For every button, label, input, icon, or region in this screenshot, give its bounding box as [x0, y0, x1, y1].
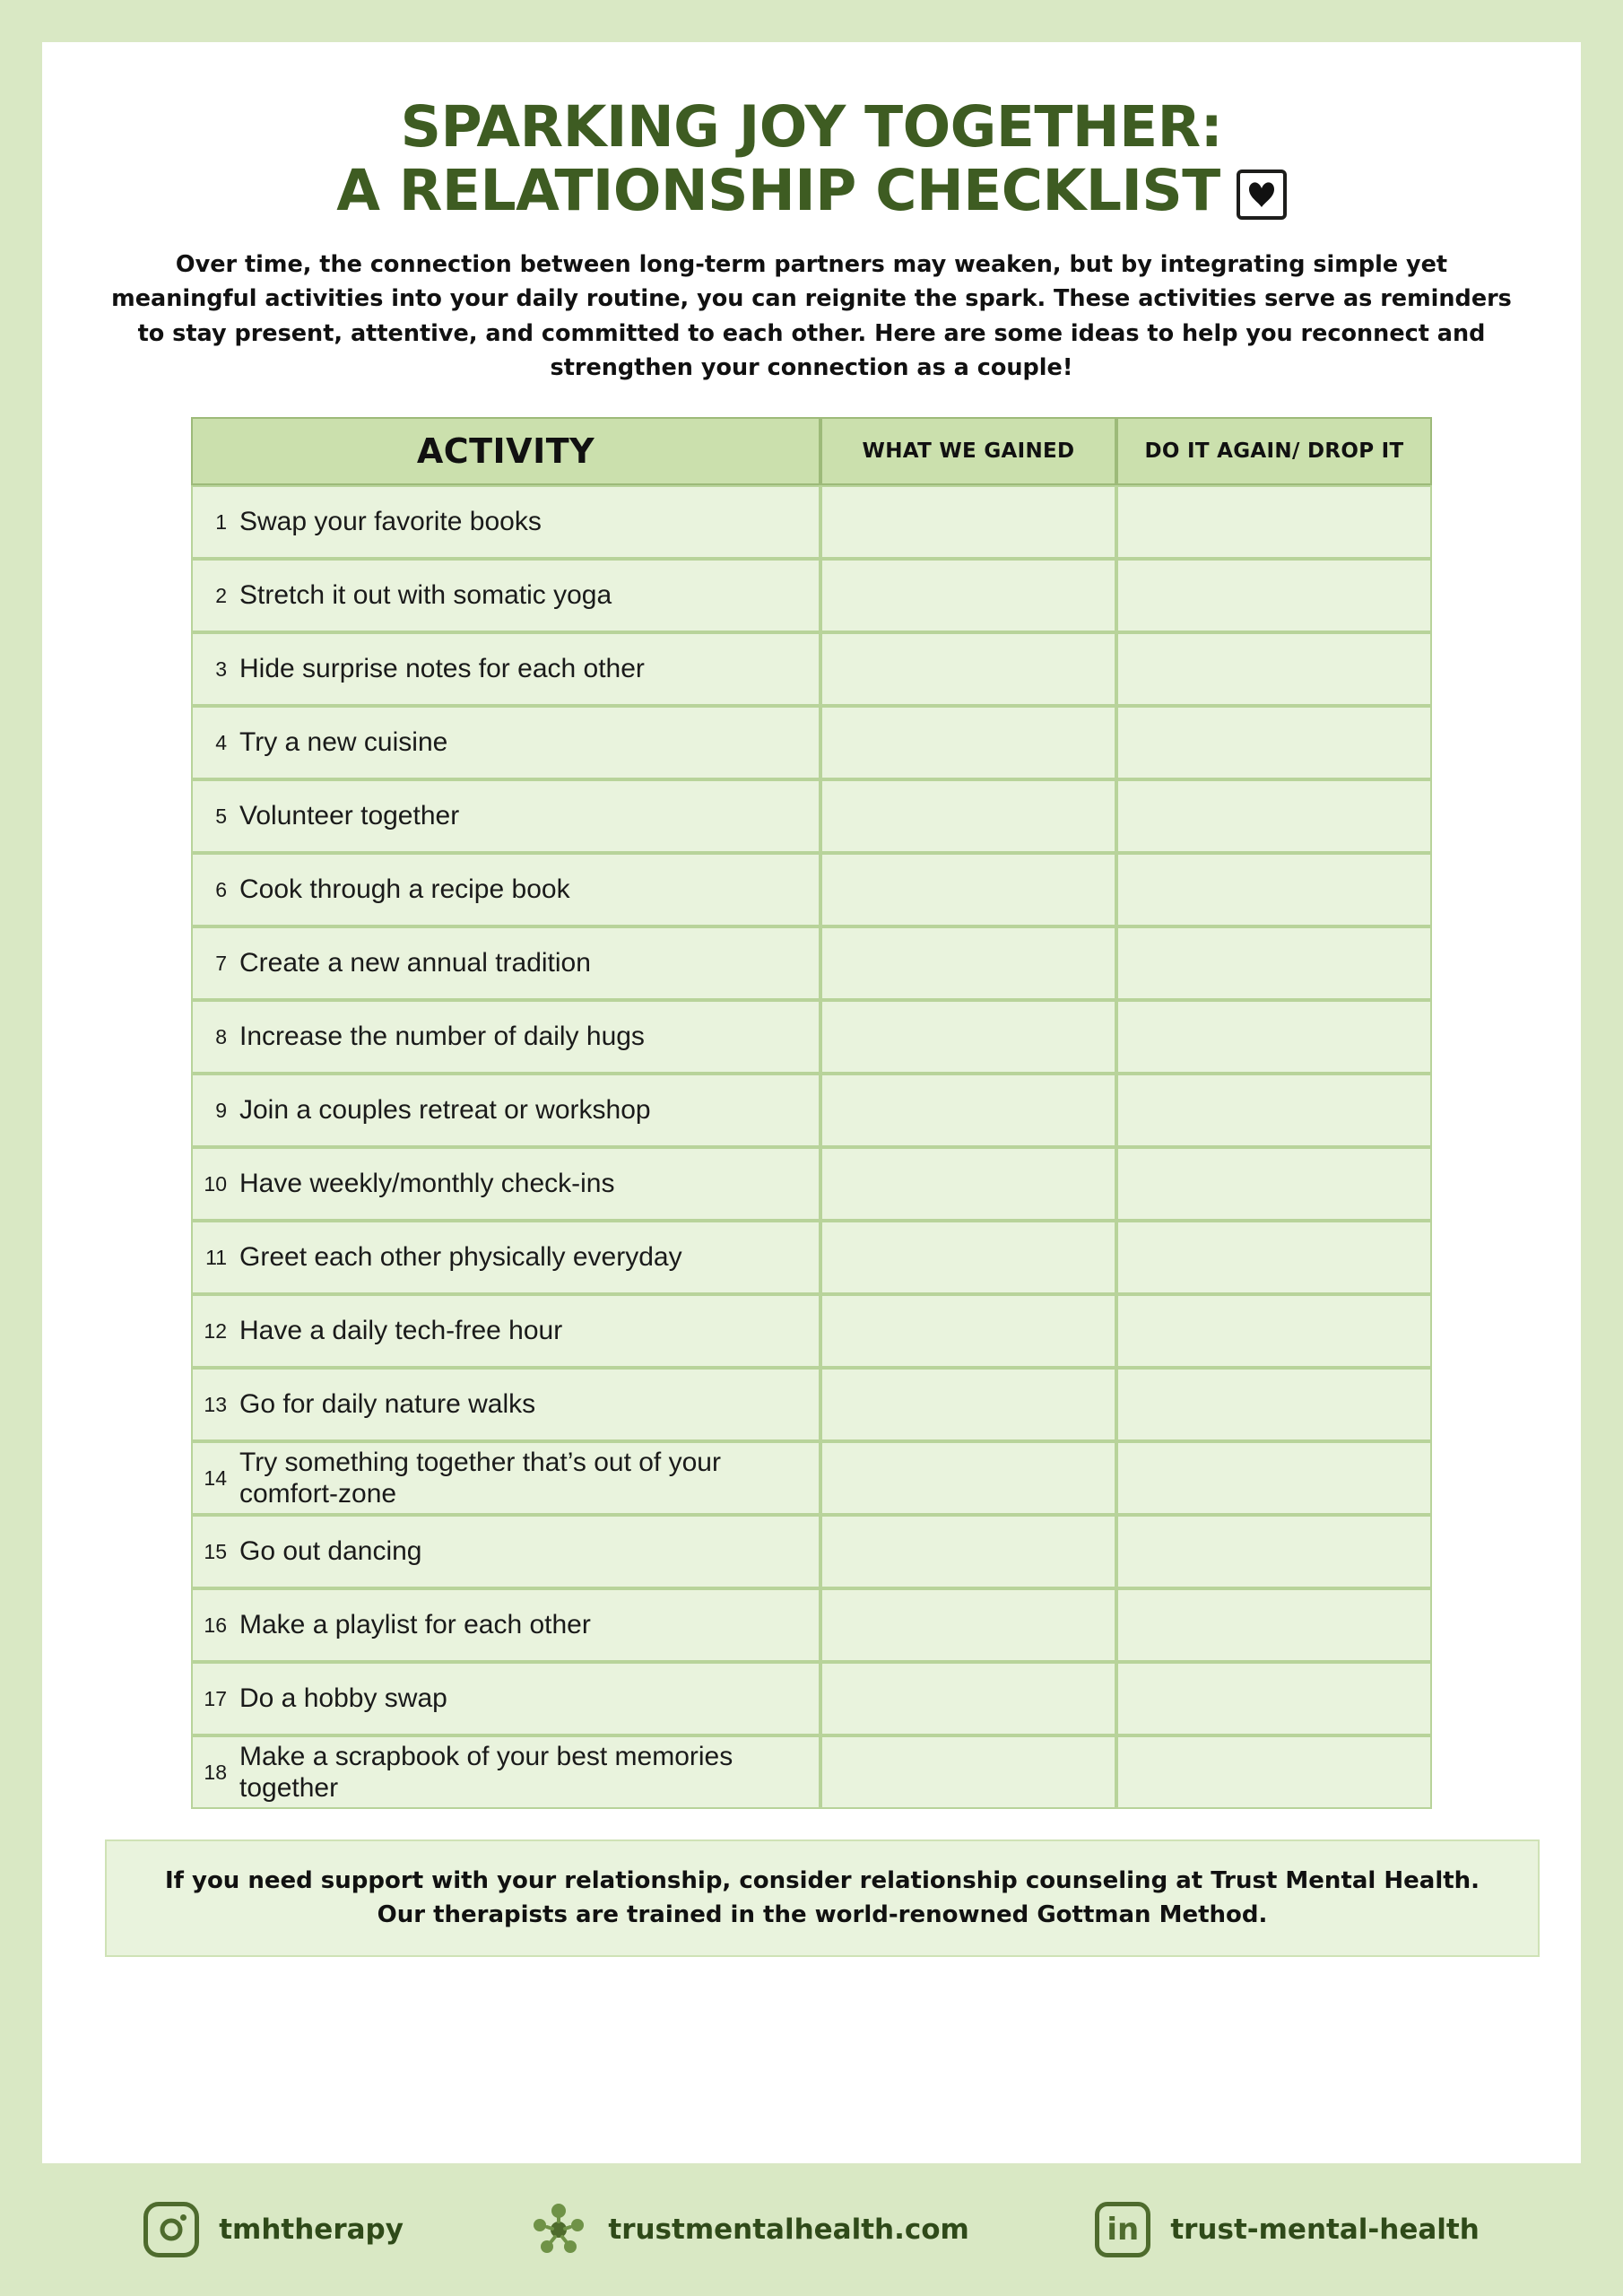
gained-cell[interactable]	[820, 632, 1116, 706]
title-line-2: A RELATIONSHIP CHECKLIST	[336, 157, 1220, 223]
row-activity-label: Cook through a recipe book	[239, 874, 570, 905]
activity-cell	[191, 853, 820, 926]
row-number: 9	[215, 1098, 227, 1122]
table-row	[191, 1221, 1432, 1294]
row-activity-label: Have weekly/monthly check-ins	[239, 1169, 615, 1199]
gained-cell[interactable]	[820, 1074, 1116, 1147]
row-number: 10	[204, 1171, 227, 1196]
row-activity-label: Greet each other physically everyday	[239, 1242, 682, 1273]
row-number: 7	[215, 951, 227, 975]
row-activity-label: Have a daily tech-free hour	[239, 1316, 563, 1346]
activity-cell	[191, 485, 820, 559]
again-cell[interactable]	[1116, 1000, 1432, 1074]
activity-cell	[191, 1294, 820, 1368]
gained-cell[interactable]	[820, 1735, 1116, 1809]
instagram-contact[interactable]	[143, 2202, 404, 2257]
row-activity-label: Make a playlist for each other	[239, 1610, 591, 1640]
activity-cell	[191, 1074, 820, 1147]
gained-cell[interactable]	[820, 1294, 1116, 1368]
row-activity-label: Go out dancing	[239, 1536, 422, 1567]
row-number: 5	[215, 804, 227, 828]
row-number: 15	[204, 1539, 227, 1563]
row-number: 1	[215, 509, 227, 534]
gained-cell[interactable]	[820, 1662, 1116, 1735]
activity-cell	[191, 779, 820, 853]
row-number: 16	[204, 1613, 227, 1637]
table-row	[191, 1735, 1432, 1809]
activity-cell	[191, 1735, 820, 1809]
again-cell[interactable]	[1116, 1147, 1432, 1221]
gained-cell[interactable]	[820, 1441, 1116, 1515]
table-row	[191, 926, 1432, 1000]
intro-paragraph: Over time, the connection between long-term partners may weaken, but by integrating simple yet meaningful activities into your daily routine, you can reignite the spark. These activities serve as reminders to stay present, attentive, and committed to each other. Here are some ideas to help you reconnect and strengthen your connection as a couple!	[111, 251, 1512, 381]
table-row	[191, 559, 1432, 632]
row-activity-label: Stretch it out with somatic yoga	[239, 580, 612, 611]
column-header-activity: ACTIVITY	[191, 417, 820, 485]
table-row	[191, 1368, 1432, 1441]
again-cell[interactable]	[1116, 1588, 1432, 1662]
row-activity-label: Go for daily nature walks	[239, 1389, 536, 1420]
activity-cell	[191, 1588, 820, 1662]
table-row	[191, 485, 1432, 559]
row-activity-label: Volunteer together	[239, 801, 460, 831]
again-cell[interactable]	[1116, 1221, 1432, 1294]
row-activity-label: Try something together that’s out of your comfort-zone	[239, 1447, 721, 1509]
activity-cell	[191, 1221, 820, 1294]
row-number: 8	[215, 1024, 227, 1048]
table-row	[191, 1662, 1432, 1735]
row-number: 3	[215, 657, 227, 681]
globe-people-icon	[529, 2200, 588, 2259]
gained-cell[interactable]	[820, 485, 1116, 559]
title-line-1: SPARKING JOY TOGETHER:	[400, 94, 1223, 160]
activity-cell	[191, 1441, 820, 1515]
row-activity-label: Swap your favorite books	[239, 507, 542, 537]
title-line-2-wrap	[105, 157, 1518, 223]
again-cell[interactable]	[1116, 1294, 1432, 1368]
row-number: 18	[204, 1760, 227, 1784]
again-cell[interactable]	[1116, 1074, 1432, 1147]
again-cell[interactable]	[1116, 1515, 1432, 1588]
table-row	[191, 1074, 1432, 1147]
activity-cell	[191, 1662, 820, 1735]
row-number: 13	[204, 1392, 227, 1416]
table-row	[191, 853, 1432, 926]
row-number: 12	[204, 1318, 227, 1343]
row-number: 6	[215, 877, 227, 901]
row-activity-label: Create a new annual tradition	[239, 948, 591, 978]
gained-cell[interactable]	[820, 1000, 1116, 1074]
gained-cell[interactable]	[820, 1221, 1116, 1294]
linkedin-contact[interactable]	[1095, 2202, 1479, 2257]
table-row	[191, 706, 1432, 779]
checklist-table	[191, 417, 1432, 1809]
table-row	[191, 632, 1432, 706]
table-row	[191, 1515, 1432, 1588]
checklist-body	[191, 485, 1432, 1809]
activity-cell	[191, 1368, 820, 1441]
footer-contact-bar	[0, 2163, 1623, 2296]
table-row	[191, 1441, 1432, 1515]
activity-cell	[191, 1000, 820, 1074]
support-note: If you need support with your relationship, consider relationship counseling at Trust Mental Health. Our therapists are trained in the world-renowned Gottman Method.	[105, 1839, 1540, 1957]
worksheet-sheet	[42, 42, 1581, 2163]
activity-cell	[191, 706, 820, 779]
page-title	[105, 96, 1518, 222]
again-cell[interactable]	[1116, 926, 1432, 1000]
row-number: 11	[205, 1245, 227, 1269]
again-cell[interactable]	[1116, 559, 1432, 632]
again-cell[interactable]	[1116, 632, 1432, 706]
again-cell[interactable]	[1116, 1735, 1432, 1809]
instagram-icon	[143, 2202, 199, 2257]
again-cell[interactable]	[1116, 853, 1432, 926]
activity-cell	[191, 632, 820, 706]
again-cell[interactable]	[1116, 1441, 1432, 1515]
gained-cell[interactable]	[820, 1515, 1116, 1588]
row-number: 17	[204, 1686, 227, 1710]
instagram-handle: tmhtherapy	[219, 2213, 404, 2246]
row-number: 14	[204, 1465, 227, 1490]
activity-cell	[191, 559, 820, 632]
table-row	[191, 1588, 1432, 1662]
website-contact[interactable]	[529, 2200, 969, 2259]
gained-cell[interactable]	[820, 1588, 1116, 1662]
linkedin-handle: trust-mental-health	[1170, 2213, 1480, 2246]
again-cell[interactable]	[1116, 1368, 1432, 1441]
row-number: 2	[215, 583, 227, 607]
row-activity-label: Increase the number of daily hugs	[239, 1022, 645, 1052]
table-row	[191, 1147, 1432, 1221]
column-header-gained: WHAT WE GAINED	[820, 417, 1116, 485]
gained-cell[interactable]	[820, 926, 1116, 1000]
again-cell[interactable]	[1116, 706, 1432, 779]
row-activity-label: Hide surprise notes for each other	[239, 654, 645, 684]
gained-cell[interactable]	[820, 853, 1116, 926]
checkbox-heart-icon	[1237, 170, 1287, 220]
linkedin-icon: in	[1095, 2202, 1150, 2257]
row-activity-label: Make a scrapbook of your best memories together	[239, 1741, 733, 1804]
row-activity-label: Try a new cuisine	[239, 727, 448, 758]
row-number: 4	[215, 730, 227, 754]
again-cell[interactable]	[1116, 485, 1432, 559]
table-row	[191, 779, 1432, 853]
column-header-again: DO IT AGAIN/ DROP IT	[1116, 417, 1432, 485]
table-row	[191, 1000, 1432, 1074]
gained-cell[interactable]	[820, 706, 1116, 779]
gained-cell[interactable]	[820, 1147, 1116, 1221]
website-url: trustmentalhealth.com	[608, 2213, 969, 2246]
activity-cell	[191, 1147, 820, 1221]
row-activity-label: Do a hobby swap	[239, 1683, 447, 1714]
gained-cell[interactable]	[820, 779, 1116, 853]
activity-cell	[191, 926, 820, 1000]
activity-cell	[191, 1515, 820, 1588]
table-row	[191, 1294, 1432, 1368]
table-header-row	[191, 417, 1432, 485]
again-cell[interactable]	[1116, 1662, 1432, 1735]
row-activity-label: Join a couples retreat or workshop	[239, 1095, 651, 1126]
gained-cell[interactable]	[820, 1368, 1116, 1441]
again-cell[interactable]	[1116, 779, 1432, 853]
gained-cell[interactable]	[820, 559, 1116, 632]
